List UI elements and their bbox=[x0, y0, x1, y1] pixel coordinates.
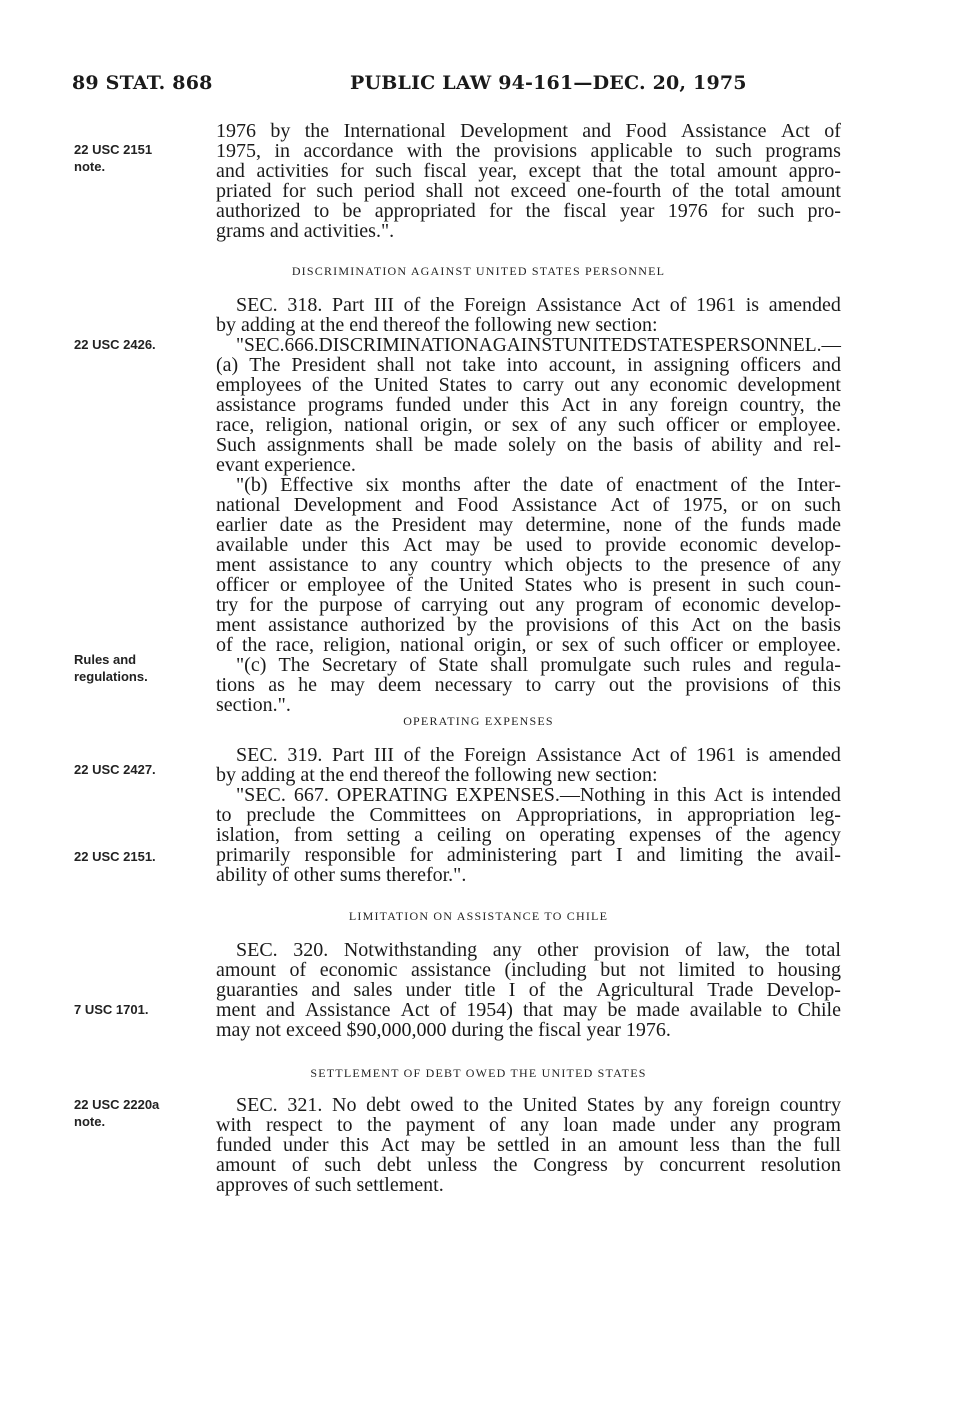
text-line: available under this Act may be used to provide economic develop- bbox=[216, 534, 841, 556]
section-heading: DISCRIMINATION AGAINST UNITED STATES PERSONNEL bbox=[291, 264, 666, 278]
text-line: assistance programs funded under this Act in any foreign country, the bbox=[216, 394, 841, 416]
section-heading: SETTLEMENT OF DEBT OWED THE UNITED STATES bbox=[310, 1066, 647, 1080]
text-line: to preclude the Committees on Appropriations, in appropriation leg- bbox=[216, 804, 841, 826]
section-heading: OPERATING EXPENSES bbox=[403, 714, 554, 728]
margin-note: 22 USC 2220a bbox=[74, 1097, 160, 1112]
text-line: "(c) The Secretary of State shall promulgate such rules and regula- bbox=[236, 654, 841, 676]
text-line: (a) The President shall not take into account, in assigning officers and bbox=[216, 354, 841, 376]
text-line: funded under this Act may be settled in an amount less than the full bbox=[216, 1134, 841, 1156]
margin-note: note. bbox=[74, 159, 106, 174]
text-line: evant experience. bbox=[216, 454, 356, 476]
text-line: primarily responsible for administering part I and limiting the avail- bbox=[216, 844, 841, 866]
margin-note: 22 USC 2151. bbox=[74, 849, 156, 864]
stat-page-number: 89 STAT. 868 bbox=[72, 72, 213, 94]
text-line: SEC. 319. Part III of the Foreign Assistance Act of 1961 is amended bbox=[236, 744, 841, 766]
text-line: section.". bbox=[216, 694, 291, 716]
text-line: SEC. 318. Part III of the Foreign Assistance Act of 1961 is amended bbox=[236, 294, 841, 316]
text-line: national Development and Food Assistance Act of 1975, or on such bbox=[216, 494, 841, 516]
text-line: Such assignments shall be made solely on the basis of ability and rel- bbox=[216, 434, 841, 456]
text-line: officer or employee of the United States who is present in such coun- bbox=[216, 574, 841, 596]
section-heading: LIMITATION ON ASSISTANCE TO CHILE bbox=[348, 909, 609, 923]
text-line: amount of economic assistance (including but not limited to housing bbox=[216, 959, 841, 981]
text-line: priated for such period shall not exceed one-fourth of the total amount bbox=[216, 180, 841, 202]
text-line: tions as he may deem necessary to carry out the provisions of this bbox=[216, 674, 841, 696]
text-line: with respect to the payment of any loan made under any program bbox=[216, 1114, 841, 1136]
text-line: earlier date as the President may determine, none of the funds made bbox=[216, 514, 841, 536]
text-line: authorized to be appropriated for the fiscal year 1976 for such pro- bbox=[216, 200, 841, 222]
text-line: try for the purpose of carrying out any program of economic develop- bbox=[216, 594, 841, 616]
text-line: SEC. 321. No debt owed to the United States by any foreign country bbox=[236, 1094, 841, 1116]
margin-note: regulations. bbox=[74, 669, 148, 684]
text-line: of the race, religion, national origin, or sex of such officer or employee. bbox=[216, 634, 841, 656]
margin-note: 22 USC 2427. bbox=[74, 762, 156, 777]
text-line: "(b) Effective six months after the date of enactment of the Inter- bbox=[236, 474, 841, 496]
text-line: ment assistance authorized by the provisions of this Act on the basis bbox=[216, 614, 841, 636]
text-line: employees of the United States to carry out any economic development bbox=[216, 374, 841, 396]
text-line: ment and Assistance Act of 1954) that may be made available to Chile bbox=[216, 999, 841, 1021]
text-line: approves of such settlement. bbox=[216, 1174, 444, 1196]
text-line: islation, from setting a ceiling on operating expenses of the agency bbox=[216, 824, 841, 846]
margin-note: 22 USC 2151 bbox=[74, 142, 153, 157]
text-line: SEC. 320. Notwithstanding any other provision of law, the total bbox=[236, 939, 841, 961]
margin-note: 22 USC 2426. bbox=[74, 337, 156, 352]
text-line: race, religion, national origin, or sex of any such officer or employee. bbox=[216, 414, 841, 436]
text-line: 1976 by the International Development and Food Assistance Act of bbox=[216, 120, 841, 142]
page-title: PUBLIC LAW 94-161—DEC. 20, 1975 bbox=[350, 72, 747, 94]
text-line: amount of such debt unless the Congress by concurrent resolution bbox=[216, 1154, 841, 1176]
text-line: grams and activities.". bbox=[216, 220, 395, 242]
text-line: by adding at the end thereof the following new section: bbox=[216, 764, 658, 786]
text-line: guaranties and sales under title I of the Agricultural Trade Develop- bbox=[216, 979, 841, 1001]
margin-note: note. bbox=[74, 1114, 106, 1129]
margin-note: Rules and bbox=[74, 652, 137, 667]
text-line: ability of other sums therefor.". bbox=[216, 864, 467, 886]
text-line: 1975, in accordance with the provisions applicable to such programs bbox=[216, 140, 841, 162]
text-line: by adding at the end thereof the following new section: bbox=[216, 314, 658, 336]
text-line: ment assistance to any country which objects to the presence of any bbox=[216, 554, 841, 576]
text-line: "SEC. 666. DISCRIMINATION AGAINST UNITED STATES PERSONNEL.— bbox=[236, 334, 841, 356]
text-line: "SEC. 667. OPERATING EXPENSES.—Nothing in this Act is intended bbox=[236, 784, 841, 806]
text-line: may not exceed $90,000,000 during the fiscal year 1976. bbox=[216, 1019, 671, 1041]
text-line: and activities for such fiscal year, except that the total amount appro- bbox=[216, 160, 841, 182]
margin-note: 7 USC 1701. bbox=[74, 1002, 149, 1017]
